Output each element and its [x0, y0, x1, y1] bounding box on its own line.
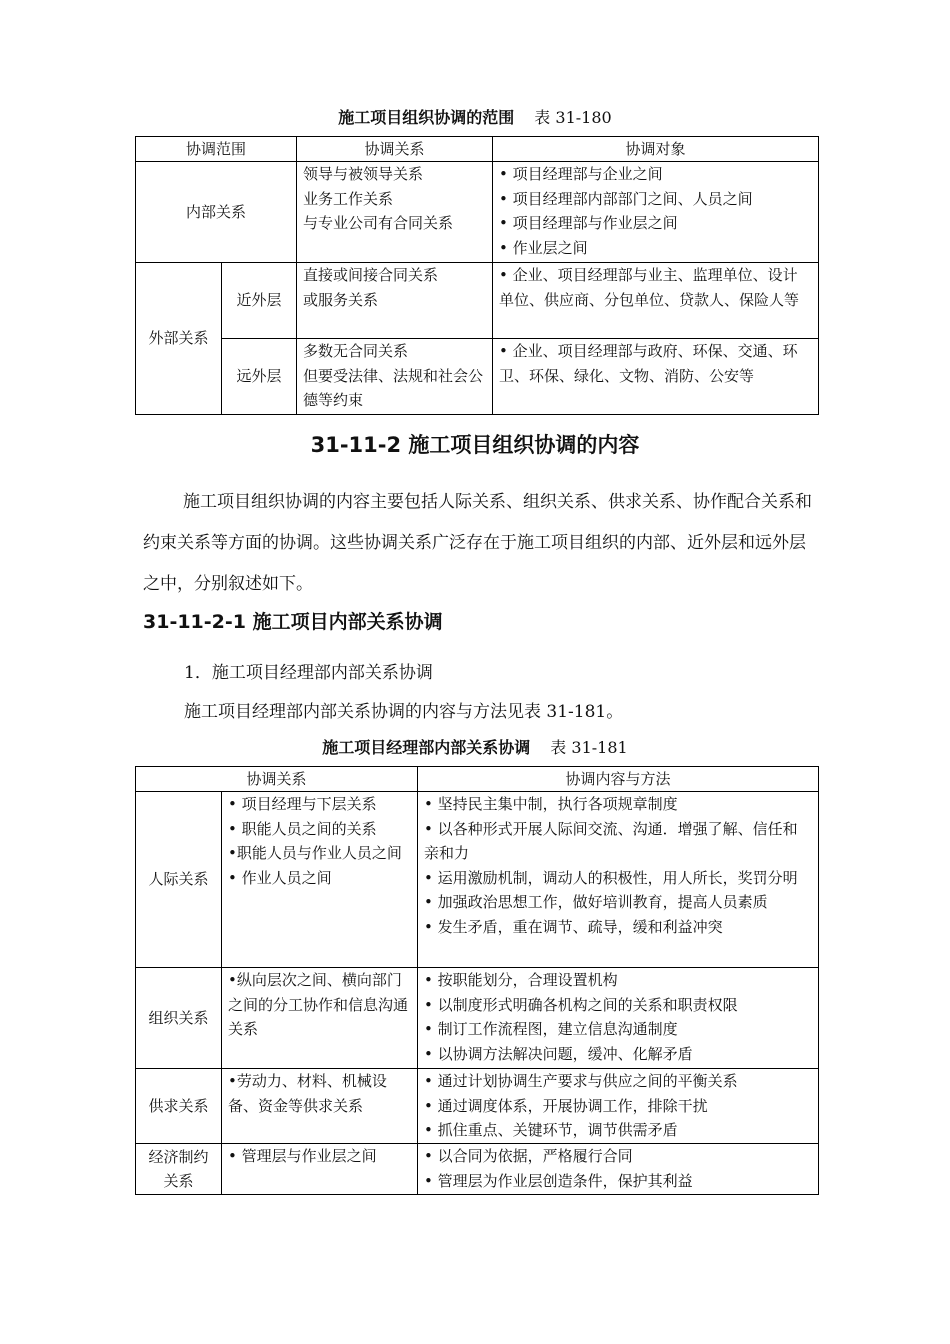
- row-methods: [418, 792, 819, 968]
- method-line: • 加强政治思想工作，做好培训教育，提高人员素质: [424, 893, 768, 911]
- relation-line: 多数无合同关系: [303, 342, 409, 360]
- row-label: 供求关系: [136, 1069, 222, 1144]
- row-label: 人际关系: [136, 792, 222, 968]
- external-label: 外部关系: [136, 263, 222, 415]
- relation-line: 业务工作关系: [303, 189, 394, 208]
- row-methods: [418, 968, 819, 1069]
- table2-title: 施工项目经理部内部关系协调: [322, 738, 531, 757]
- method-line: • 按职能划分，合理设置机构: [424, 971, 618, 989]
- item-heading: 1．施工项目经理部内部关系协调: [184, 663, 433, 683]
- near-relations: [297, 263, 493, 339]
- row-relations: [222, 968, 418, 1069]
- table1-header-row: [136, 137, 819, 162]
- table1-row-internal: [136, 162, 819, 263]
- table2-row: [136, 968, 819, 1069]
- row-methods: [418, 1144, 819, 1195]
- method-line: • 制订工作流程图，建立信息沟通制度: [424, 1020, 678, 1038]
- table1-title: 施工项目组织协调的范围: [338, 108, 515, 127]
- object-line: • 作业层之间: [499, 238, 588, 257]
- row-methods: [418, 1069, 819, 1144]
- row-relations: [222, 1069, 418, 1144]
- relation-line: • 职能人员之间的关系: [228, 819, 377, 838]
- row-label: 经济制约关系: [136, 1144, 222, 1195]
- method-line: • 发生矛盾，重在调节、疏导，缓和利益冲突: [424, 917, 723, 936]
- section-heading: 31-11-2 施工项目组织协调的内容: [310, 433, 640, 457]
- relation-line: 领导与被领导关系: [303, 165, 424, 183]
- relation-line: •劳动力、材料、机械设备、资金等供求关系: [228, 1072, 387, 1115]
- table1-number: 表 31-180: [534, 108, 612, 127]
- row-label: 组织关系: [136, 968, 222, 1069]
- relation-line: • 作业人员之间: [228, 868, 332, 887]
- relation-line: •纵向层次之间、横向部门之间的分工协作和信息沟通关系: [228, 971, 409, 1038]
- method-line: • 管理层为作业层创造条件，保护其利益: [424, 1171, 693, 1190]
- table-31-180: [135, 136, 819, 415]
- method-line: • 坚持民主集中制，执行各项规章制度: [424, 795, 678, 813]
- relation-line: •职能人员与作业人员之间: [228, 844, 402, 862]
- table2-header-row: [136, 767, 819, 792]
- row-relations: [222, 1144, 418, 1195]
- object-line: • 项目经理部与企业之间: [499, 165, 663, 183]
- relation-line: 与专业公司有合同关系: [303, 214, 454, 232]
- internal-relations: [297, 162, 493, 263]
- method-line: • 通过调度体系，开展协调工作，排除干扰: [424, 1096, 708, 1115]
- internal-label: 内部关系: [136, 162, 297, 263]
- table1-header-relation: 协调关系: [297, 137, 493, 162]
- table1-header-object: 协调对象: [493, 137, 819, 162]
- object-line: • 项目经理部内部部门之间、人员之间: [499, 189, 753, 208]
- table2-row: [136, 1069, 819, 1144]
- relation-line: 直接或间接合同关系: [303, 266, 439, 284]
- table1-header-scope: 协调范围: [136, 137, 297, 162]
- table1-row-far: [136, 339, 819, 415]
- method-line: • 通过计划协调生产要求与供应之间的平衡关系: [424, 1072, 738, 1090]
- near-label: 近外层: [222, 263, 297, 339]
- object-line: • 项目经理部与作业层之间: [499, 214, 678, 232]
- method-line: • 以协调方法解决问题，缓冲、化解矛盾: [424, 1044, 693, 1063]
- table2-row: [136, 792, 819, 968]
- table2-caption: [0, 738, 950, 758]
- table2-number: 表 31-181: [550, 738, 628, 757]
- far-objects: • 企业、项目经理部与政府、环保、交通、环卫、环保、绿化、文物、消防、公安等: [493, 339, 819, 415]
- method-line: • 以各种形式开展人际间交流、沟通．增强了解、信任和亲和力: [424, 819, 798, 862]
- relation-line: 但要受法律、法规和社会公德等约束: [303, 366, 484, 409]
- table1-row-near: [136, 263, 819, 339]
- method-line: • 以制度形式明确各机构之间的关系和职责权限: [424, 995, 738, 1014]
- section-paragraph: 施工项目组织协调的内容主要包括人际关系、组织关系、供求关系、协作配合关系和约束关系等方面的协调。这些协调关系广泛存在于施工项目组织的内部、近外层和远外层之中，分别叙述如下。: [143, 492, 812, 594]
- table2-header-method: 协调内容与方法: [418, 767, 819, 792]
- relation-line: 或服务关系: [303, 290, 379, 309]
- far-label: 远外层: [222, 339, 297, 415]
- near-objects: • 企业、项目经理部与业主、监理单位、设计单位、供应商、分包单位、贷款人、保险人等: [493, 263, 819, 339]
- far-relations: [297, 339, 493, 415]
- row-relations: [222, 792, 418, 968]
- relation-line: • 管理层与作业层之间: [228, 1147, 377, 1165]
- table-31-181: [135, 766, 819, 1195]
- subsection-heading: 31-11-2-1 施工项目内部关系协调: [143, 611, 443, 633]
- table2-row: [136, 1144, 819, 1195]
- method-line: • 抓住重点、关键环节，调节供需矛盾: [424, 1121, 678, 1139]
- relation-line: • 项目经理与下层关系: [228, 795, 377, 813]
- table1-caption: [0, 108, 950, 128]
- item-text: 施工项目经理部内部关系协调的内容与方法见表 31-181。: [184, 702, 624, 722]
- method-line: • 运用激励机制，调动人的积极性，用人所长，奖罚分明: [424, 868, 798, 887]
- table2-header-relation: 协调关系: [136, 767, 418, 792]
- method-line: • 以合同为依据，严格履行合同: [424, 1147, 633, 1165]
- internal-objects: [493, 162, 819, 263]
